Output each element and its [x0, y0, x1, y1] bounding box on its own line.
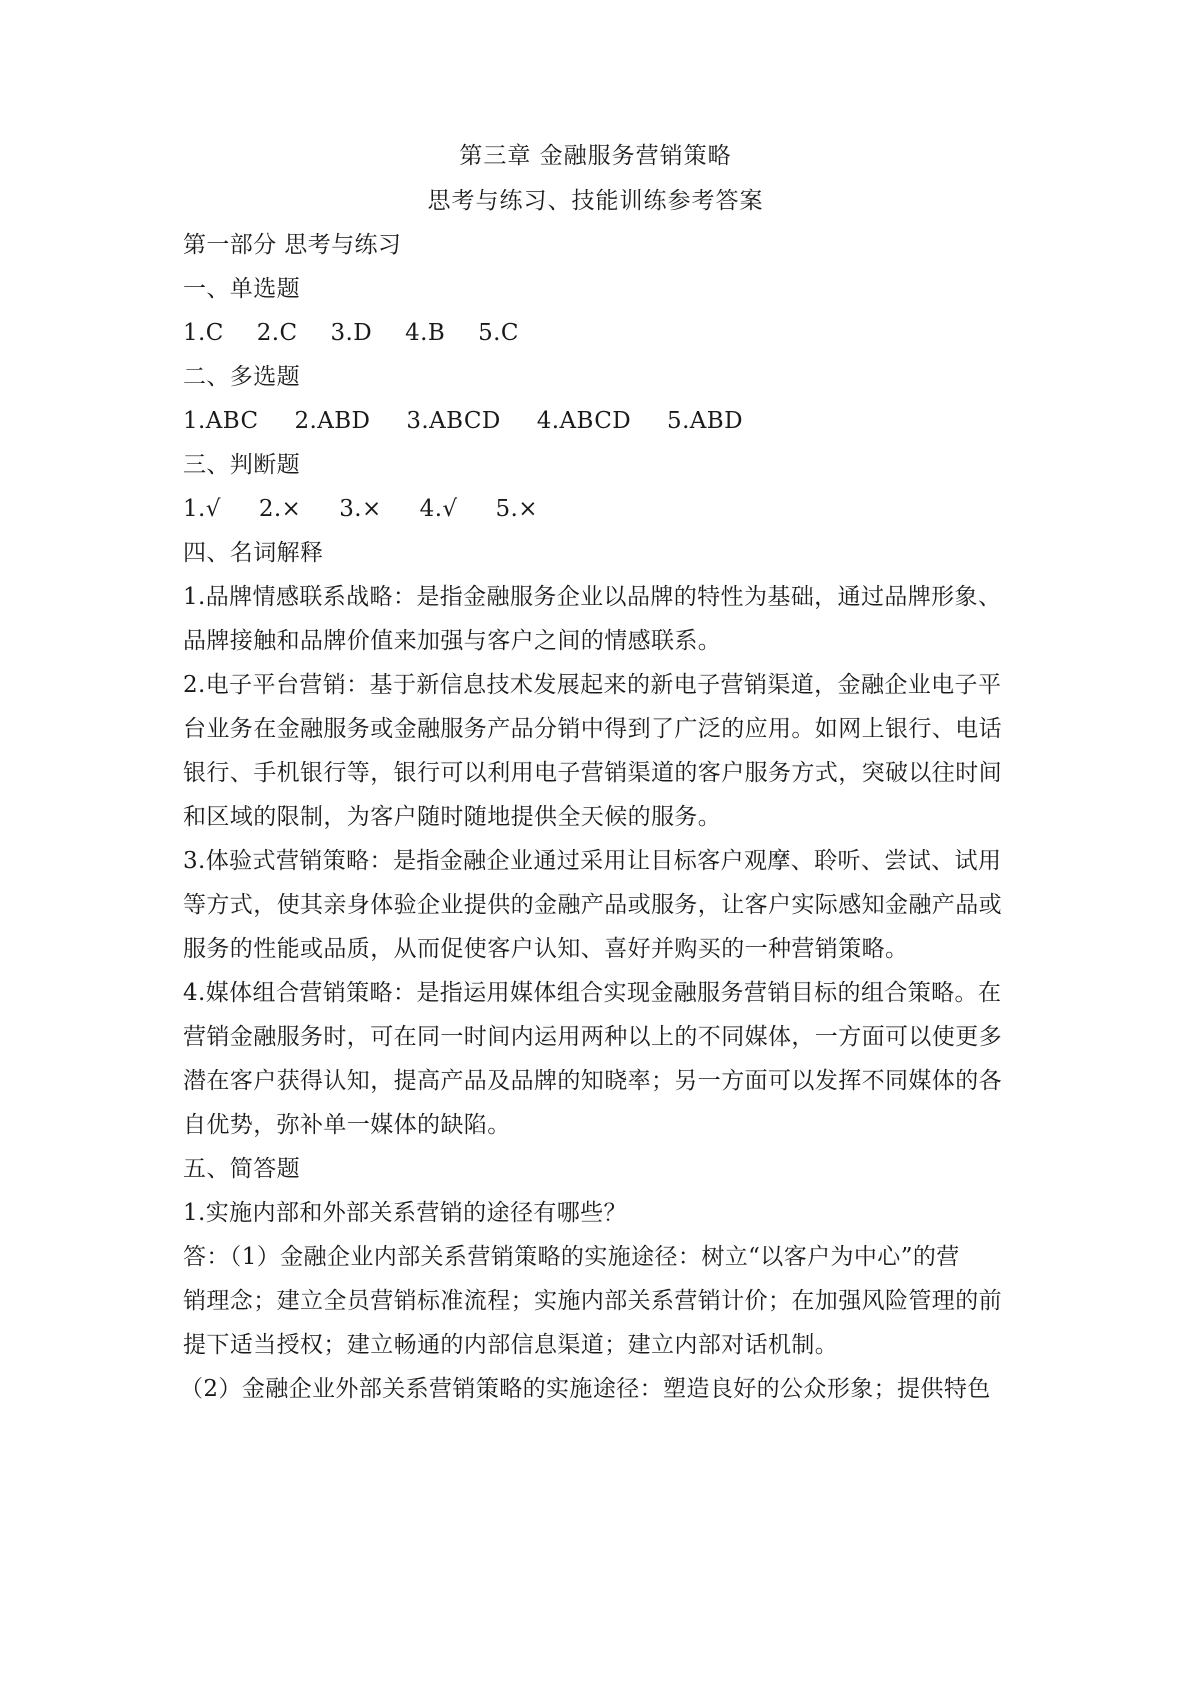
short-answer-line: 答：（1）金融企业内部关系营销策略的实施途径：树立“以客户为中心”的营: [183, 1244, 960, 1270]
terms-line: 自优势，弥补单一媒体的缺陷。: [183, 1112, 511, 1138]
terms-line: 4.媒体组合营销策略：是指运用媒体组合实现金融服务营销目标的组合策略。在: [183, 980, 1002, 1006]
short-answer-line: 销理念；建立全员营销标准流程；实施内部关系营销计价；在加强风险管理的前: [183, 1288, 1002, 1314]
terms-line: 和区域的限制，为客户随时随地提供全天候的服务。: [183, 804, 722, 830]
short-answer-line: 提下适当授权；建立畅通的内部信息渠道；建立内部对话机制。: [183, 1332, 839, 1358]
answer-item: 5.ABD: [667, 408, 743, 434]
multi-choice-heading: 二、多选题: [183, 364, 300, 390]
chapter-title: 第三章 金融服务营销策略: [459, 143, 732, 169]
terms-line: 银行、手机银行等，银行可以利用电子营销渠道的客户服务方式，突破以往时间: [183, 760, 1002, 786]
terms-line: 等方式，使其亲身体验企业提供的金融产品或服务，让客户实际感知金融产品或: [183, 892, 1002, 918]
answer-item: 3.ABCD: [406, 408, 501, 434]
answer-item: 1.ABC: [183, 408, 259, 434]
answer-item: 3.D: [330, 320, 373, 346]
terms-line: 服务的性能或品质，从而促使客户认知、喜好并购买的一种营销策略。: [183, 936, 909, 962]
multi-choice-answers: [183, 406, 1023, 436]
part-one-title: 第一部分 思考与练习: [183, 232, 402, 258]
true-false-heading: 三、判断题: [183, 452, 300, 478]
terms-line: 潜在客户获得认知，提高产品及品牌的知晓率；另一方面可以发挥不同媒体的各: [183, 1068, 1002, 1094]
document-subtitle: 思考与练习、技能训练参考答案: [427, 188, 764, 214]
answer-item: 4.√: [419, 496, 458, 522]
terms-heading: 四、名词解释: [183, 540, 324, 566]
answer-item: 4.ABCD: [536, 408, 632, 434]
terms-line: 营销金融服务时，可在同一时间内运用两种以上的不同媒体，一方面可以使更多: [183, 1024, 1002, 1050]
short-answer-line: 1.实施内部和外部关系营销的途径有哪些？: [183, 1200, 627, 1226]
terms-line: 1.品牌情感联系战略：是指金融服务企业以品牌的特性为基础，通过品牌形象、: [183, 584, 1002, 610]
answer-item: 2.×: [258, 496, 302, 522]
terms-line: 3.体验式营销策略：是指金融企业通过采用让目标客户观摩、聆听、尝试、试用: [183, 848, 1002, 874]
answer-item: 1.√: [183, 496, 221, 522]
answer-item: 2.C: [256, 320, 298, 346]
answer-item: 4.B: [405, 320, 446, 346]
answer-item: 1.C: [183, 320, 224, 346]
answer-item: 5.×: [495, 496, 538, 522]
true-false-answers: [183, 494, 1023, 524]
terms-line: 2.电子平台营销：基于新信息技术发展起来的新电子营销渠道，金融企业电子平: [183, 672, 1002, 698]
short-answer-line: （2）金融企业外部关系营销策略的实施途径：塑造良好的公众形象；提供特色: [180, 1376, 991, 1402]
answer-item: 5.C: [478, 320, 519, 346]
answer-item: 2.ABD: [294, 408, 371, 434]
terms-line: 品牌接触和品牌价值来加强与客户之间的情感联系。: [183, 628, 722, 654]
answer-item: 3.×: [339, 496, 382, 522]
single-choice-answers: [183, 318, 1023, 348]
terms-line: 台业务在金融服务或金融服务产品分销中得到了广泛的应用。如网上银行、电话: [183, 716, 1002, 742]
single-choice-heading: 一、单选题: [183, 276, 300, 302]
short-answer-heading: 五、简答题: [183, 1156, 300, 1182]
